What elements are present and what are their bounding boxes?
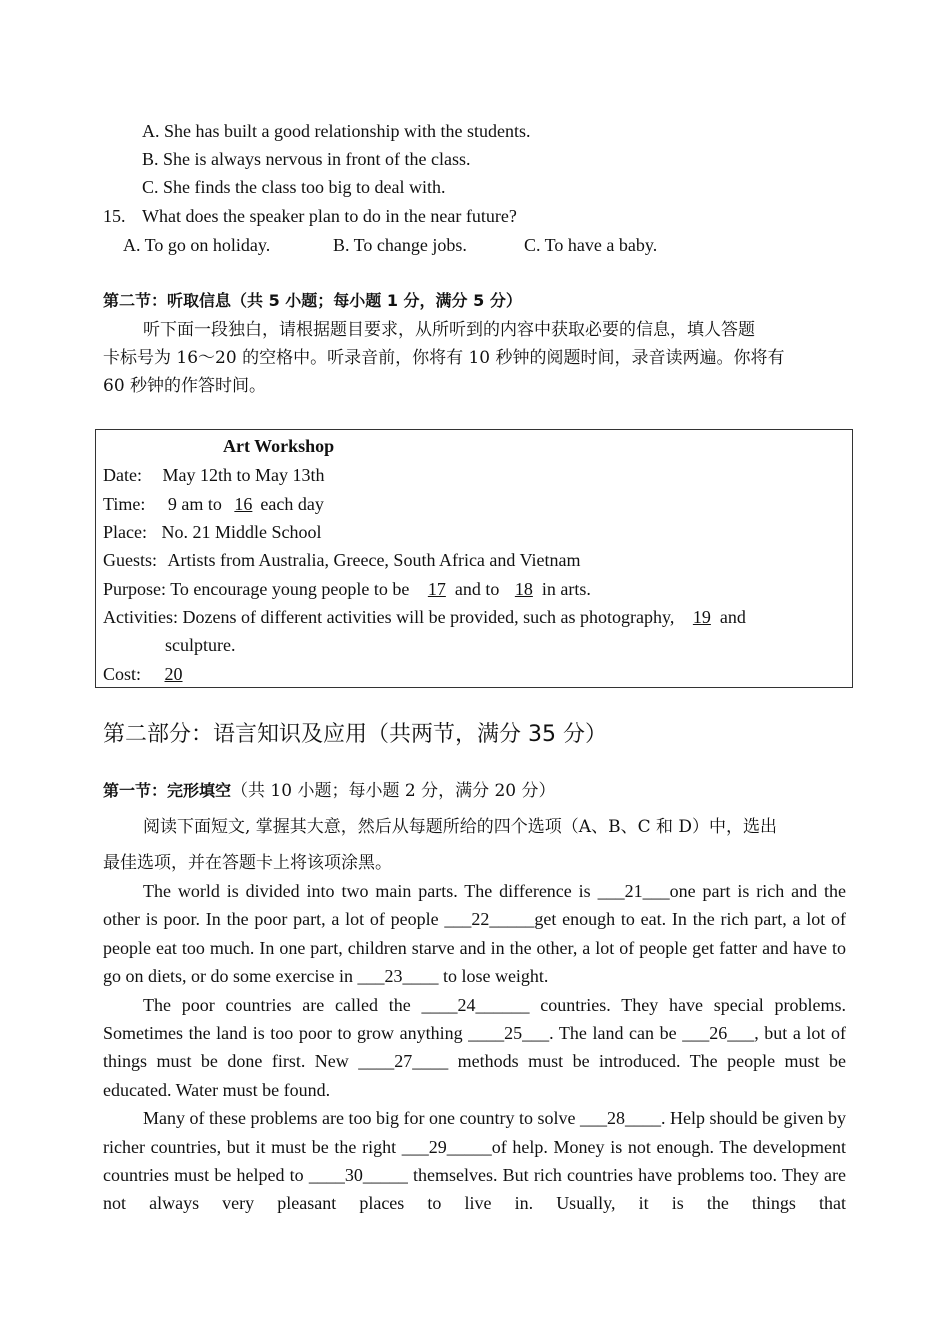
form-title: Art Workshop bbox=[223, 436, 335, 456]
section2-instructions-3: 60 秒钟的作答时间。 bbox=[103, 376, 267, 396]
part2-heading: 第二部分：语言知识及应用（共两节，满分 35 分） bbox=[103, 722, 607, 747]
section2-title: 第二节：听取信息（共 5 小题；每小题 1 分，满分 5 分） bbox=[103, 291, 522, 310]
q15-option-b: B. To change jobs. bbox=[333, 235, 467, 255]
q14-option-b: B. She is always nervous in front of the class. bbox=[142, 149, 471, 169]
section1-title-bold: 第一节：完形填空 bbox=[103, 781, 232, 800]
purpose-pre: To encourage young people to be bbox=[170, 579, 410, 599]
form-date-row bbox=[103, 463, 324, 487]
cost-label: Cost: bbox=[103, 664, 142, 684]
cloze-paragraph-2: The poor countries are called the ____24______ countries. They have special problems. Sometimes the land is too poor to grow anything ____25___. The land can be ___26___, but a lot of things must be done first. New ____27____ methods must be introduced. The people must be educated. Water must be found. bbox=[103, 994, 846, 1100]
section2-instructions-2: 卡标号为 16～20 的空格中。听录音前，你将有 10 秒钟的阅题时间，录音读两遍。你将有 bbox=[103, 348, 785, 368]
q14-option-a: A. She has built a good relationship with the students. bbox=[142, 121, 531, 141]
place-label: Place: bbox=[103, 522, 147, 542]
q15-number: 15. bbox=[103, 206, 126, 226]
blank-17[interactable]: 17 bbox=[427, 579, 446, 599]
section1-title-rest: （共 10 小题；每小题 2 分，满分 20 分） bbox=[231, 781, 556, 801]
guests-value: Artists from Australia, Greece, South Africa and Vietnam bbox=[167, 550, 581, 570]
part2-instructions-2: 最佳选项，并在答题卡上将该项涂黑。 bbox=[103, 853, 392, 873]
section2-instructions-1: 听下面一段独白，请根据题目要求，从所听到的内容中获取必要的信息，填人答题 bbox=[143, 320, 755, 340]
form-guests-row bbox=[103, 548, 580, 572]
time-label: Time: bbox=[103, 494, 146, 514]
date-value: May 12th to May 13th bbox=[162, 465, 325, 485]
cloze-paragraph-3: Many of these problems are too big for one country to solve ___28____. Help should be given by richer countries, but it must be the right ___29_____of help. Money is not enough. The development countries must be helped to ____30_____ themselves. But rich countries have problems too. They are not always very pleasant places to live in. Usually, it is the things that bbox=[103, 1108, 846, 1214]
activities-label: Activities: bbox=[103, 607, 178, 627]
date-label: Date: bbox=[103, 465, 142, 485]
form-time-row bbox=[103, 492, 324, 516]
q15-option-a: A. To go on holiday. bbox=[123, 235, 271, 255]
blank-16[interactable]: 16 bbox=[234, 494, 253, 514]
purpose-mid: and to bbox=[454, 579, 500, 599]
activities-line-2: sculpture. bbox=[165, 635, 236, 655]
part2-section1-title bbox=[103, 778, 556, 803]
cloze-paragraph-1: The world is divided into two main parts. The difference is ___21___one part is rich and the other is poor. In the poor part, a lot of people ___22_____get enough to eat. In the rich part, a lot of people eat too much. In one part, children starve and in the other, a lot of people get fatter and have to go on diets, or do some exercise in ___23____ to lose weight. bbox=[103, 881, 846, 987]
q14-option-c: C. She finds the class too big to deal with. bbox=[142, 177, 446, 197]
form-place-row bbox=[103, 520, 321, 544]
form-purpose-row bbox=[103, 577, 591, 601]
blank-18[interactable]: 18 bbox=[514, 579, 533, 599]
activities-pre: Dozens of different activities will be provided, such as photography, bbox=[182, 607, 675, 627]
time-value-pre: 9 am to bbox=[167, 494, 222, 514]
blank-19[interactable]: 19 bbox=[692, 607, 711, 627]
guests-label: Guests: bbox=[103, 550, 157, 570]
activities-post: and bbox=[719, 607, 746, 627]
form-cost-row bbox=[103, 662, 192, 686]
time-value-post: each day bbox=[260, 494, 324, 514]
blank-20[interactable]: 20 bbox=[164, 664, 183, 684]
purpose-post: in arts. bbox=[541, 579, 591, 599]
form-activities-row bbox=[103, 605, 746, 629]
place-value: No. 21 Middle School bbox=[161, 522, 322, 542]
q15-option-c: C. To have a baby. bbox=[524, 235, 658, 255]
part2-instructions-1: 阅读下面短文, 掌握其大意，然后从每题所给的四个选项（A、B、C 和 D）中，选出 bbox=[143, 817, 778, 837]
q15-question: What does the speaker plan to do in the near future? bbox=[142, 206, 517, 226]
purpose-label: Purpose: bbox=[103, 579, 166, 599]
cloze-passage bbox=[103, 877, 846, 1218]
